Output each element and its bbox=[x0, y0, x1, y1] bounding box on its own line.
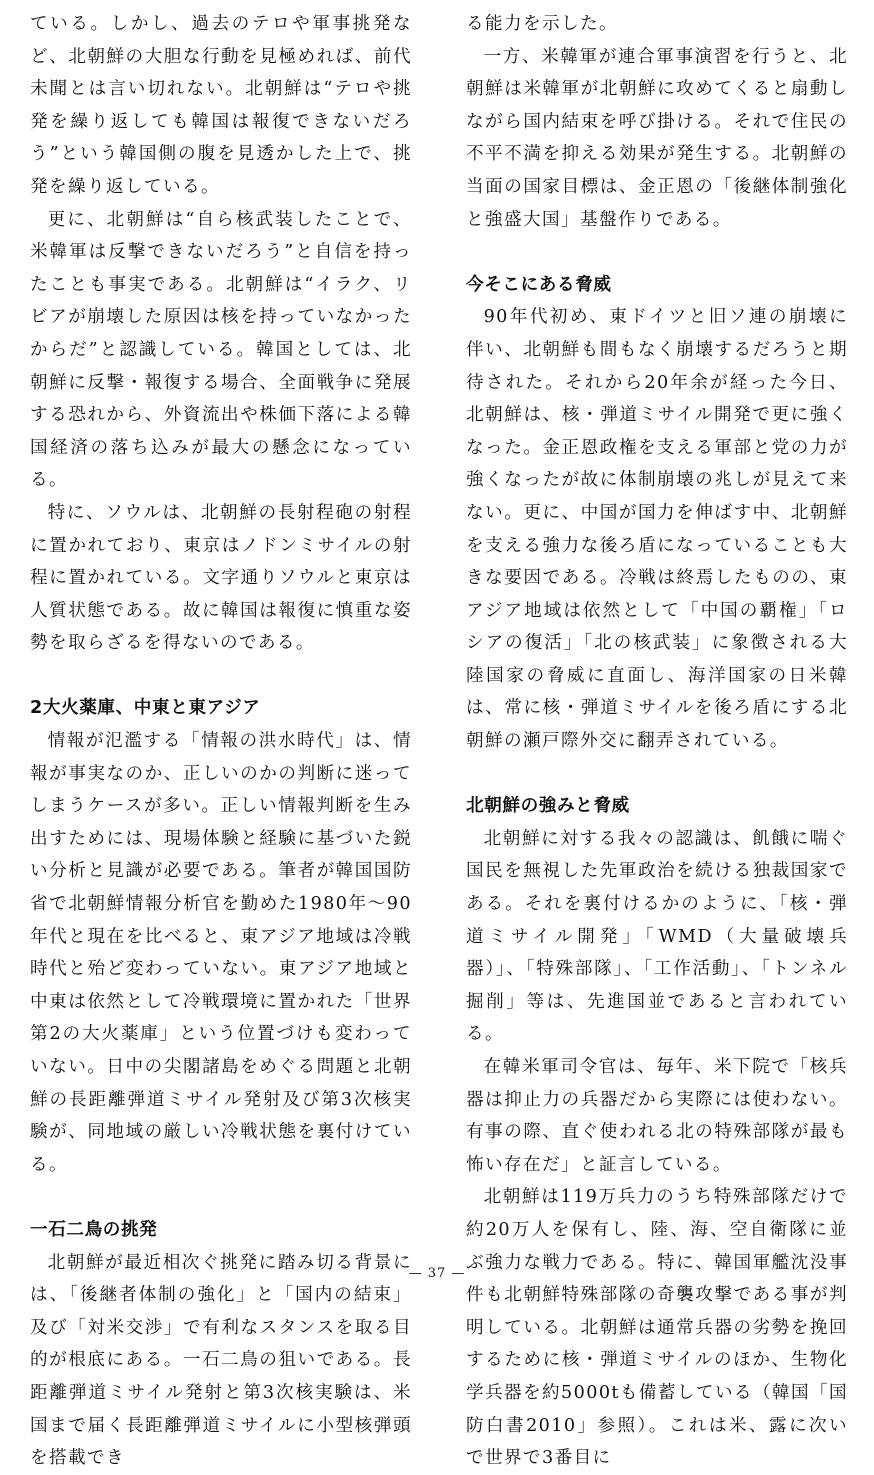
paragraph: 在韓米軍司令官は、毎年、米下院で「核兵器は抑止力の兵器だから実際には使わない。有事の際、直ぐ使われる北の特殊部隊が最も怖い存在だ」と証言している。 bbox=[466, 1057, 848, 1175]
page-number: — 37 — bbox=[408, 1266, 466, 1281]
paragraph: 特に、ソウルは、北朝鮮の長射程砲の射程に置かれており、東京はノドンミサイルの射程に置かれている。文字通りソウルと東京は人質状態である。故に韓国は報復に慎重な姿勢を取らざるを得ないのである。 bbox=[30, 502, 412, 654]
right-column bbox=[466, 8, 848, 1475]
paragraph: 一方、米韓軍が連合軍事演習を行うと、北朝鮮は米韓軍が北朝鮮に攻めてくると扇動しながら国内結束を呼び掛ける。それで住民の不平不満を抑える効果が発生する。北朝鮮の当面の国家目標は、金正恩の「後継体制強化と強盛大国」基盤作りである。 bbox=[466, 46, 848, 230]
paragraph: 北朝鮮は119万兵力のうち特殊部隊だけで約20万人を保有し、陸、海、空自衛隊に並ぶ強力な戦力である。特に、韓国軍艦沈没事件も北朝鮮特殊部隊の奇襲攻撃である事が判明している。北朝鮮は通常兵器の劣勢を挽回するために核・弾道ミサイルのほか、生物化学兵器を約5000tも備蓄している（韓国「国防白書2010」参照）。これは米、露に次いで世界で3番目に bbox=[466, 1187, 848, 1469]
paragraph: 北朝鮮に対する我々の認識は、飢餓に喘ぐ国民を無視した先軍政治を続ける独裁国家である。それを裏付けるかのように、「核・弾道ミサイル開発」「WMD（大量破壊兵器）」、「特殊部隊」、「工作活動」、「トンネル掘削」等は、先進国並であると言われている。 bbox=[466, 828, 848, 1045]
paragraph: 90年代初め、東ドイツと旧ソ連の崩壊に伴い、北朝鮮も間もなく崩壊するだろうと期待された。それから20年余が経った今日、北朝鮮は、核・弾道ミサイル開発で更に強くなった。金正恩政権を支える軍部と党の力が強くなったが故に体制崩壊の兆しが見えて来ない。更に、中国が国力を伸ばす中、北朝鮮を支える強力な後ろ盾になっていることも大きな要因である。冷戦は終焉したものの、東アジア地域は依然として「中国の覇権」「ロシアの復活」「北の核武装」に象徴される大陸国家の脅威に直面し、海洋国家の日米韓は、常に核・弾道ミサイルを後ろ盾にする北朝鮮の瀬戸際外交に翻弄されている。 bbox=[466, 307, 848, 752]
section-heading: 一石二鳥の挑発 bbox=[30, 1219, 158, 1240]
continued-paragraph: る能力を示した。 bbox=[466, 14, 618, 34]
left-column bbox=[30, 8, 412, 1475]
paragraph: 更に、北朝鮮は“自ら核武装したことで、米韓軍は反撃できないだろう”と自信を持ったことも事実である。北朝鮮は“イラク、リビアが崩壊した原因は核を持っていなかったからだ”と認識している。韓国としては、北朝鮮に反撃・報復する場合、全面戦争に発展する恐れから、外資流出や株価下落による韓国経済の落ち込みが最大の懸念になっている。 bbox=[30, 209, 412, 491]
section-heading: 2大火薬庫、中東と東アジア bbox=[30, 698, 261, 719]
section-heading: 北朝鮮の強みと脅威 bbox=[466, 796, 630, 817]
paragraph: 情報が氾濫する「情報の洪水時代」は、情報が事実なのか、正しいのかの判断に迷ってしまうケースが多い。正しい情報判断を生み出すためには、現場体験と経験に基づいた鋭い分析と見識が必要である。筆者が韓国国防省で北朝鮮情報分析官を勤めた1980年～90年代と現在を比べると、東アジア地域は冷戦時代と殆ど変わっていない。東アジア地域と中東は依然として冷戦環境に置かれた「世界第2の大火薬庫」という位置づけも変わっていない。日中の尖閣諸島をめぐる問題と北朝鮮の長距離弾道ミサイル発射及び第3次核実験が、同地域の厳しい冷戦状態を裏付けている。 bbox=[30, 731, 412, 1175]
section-heading: 今そこにある脅威 bbox=[466, 274, 612, 295]
paragraph: 北朝鮮が最近相次ぐ挑発に踏み切る背景には、「後継者体制の強化」と「国内の結束」及び「対米交渉」で有利なスタンスを取る目的が根底にある。一石二鳥の狙いである。長距離弾道ミサイル発射と第3次核実験は、米国まで届く長距離弾道ミサイルに小型核弾頭を搭載でき bbox=[30, 1252, 412, 1469]
continued-paragraph: ている。しかし、過去のテロや軍事挑発など、北朝鮮の大胆な行動を見極めれば、前代未聞とは言い切れない。北朝鮮は“テロや挑発を繰り返しても韓国は報復できないだろう”という韓国側の腹を見透かした上で、挑発を繰り返している。 bbox=[30, 14, 412, 197]
